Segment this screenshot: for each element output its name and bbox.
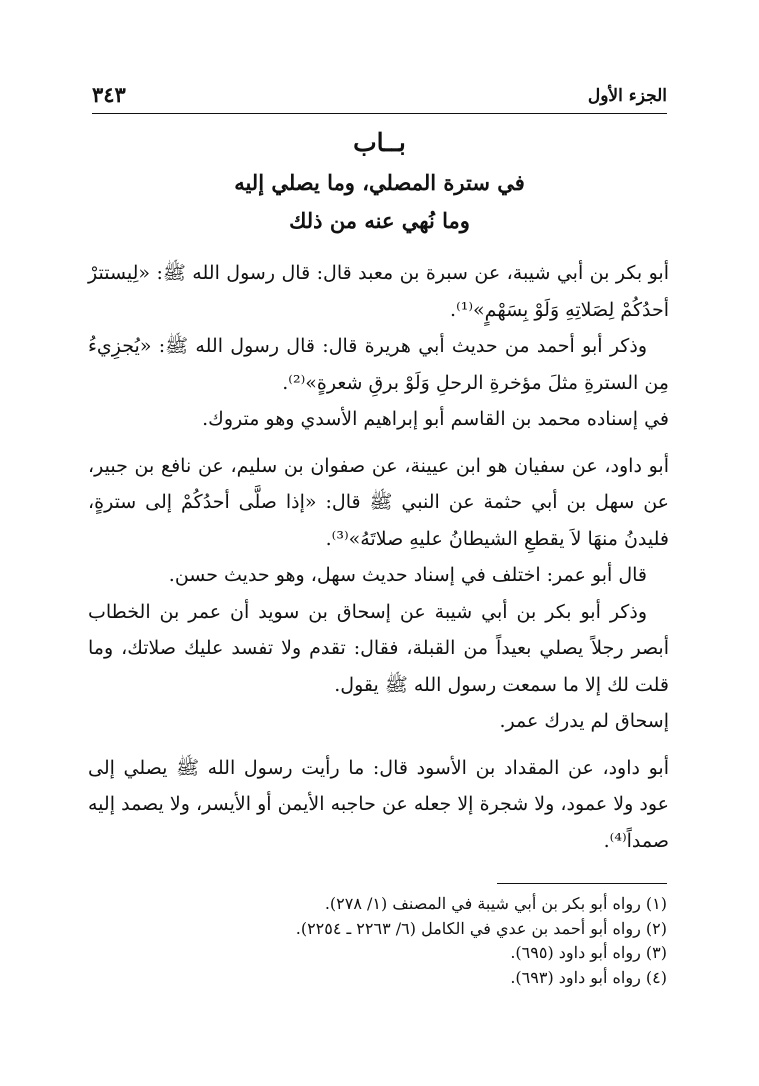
page-number: ٣٤٣	[92, 82, 126, 107]
paragraph-8: أبو داود، عن المقداد بن الأسود قال: ما رأيت رسول الله ﷺ يصلي إلى عود ولا عمود، ولا شجرة إلا جعله عن حاجبه الأيمن أو الأيسر، ولا يصمد إليه صمداً⁽⁴⁾.	[88, 756, 669, 852]
paragraph-4: أبو داود، عن سفيان هو ابن عيينة، عن صفوان بن سليم، عن نافع بن جبير، عن سهل بن أبي حثمة عن النبي ﷺ قال: «إذا صلَّى أحدُكُمْ إلى سترةٍ، فليدنُ منهَا لاَ يقطعِ الشيطانُ عليهِ صلاتَهُ»⁽³⁾.	[88, 454, 669, 550]
footnote-2: (٢) رواه أبو أحمد بن عدي في الكامل (٦/ ٢٢٦٣ ـ ٢٢٥٤).	[295, 918, 667, 938]
chapter-subtitle-2: وما نُهي عنه من ذلك	[289, 208, 470, 233]
paragraph-6: وذكر أبو بكر بن أبي شيبة عن إسحاق بن سويد أن عمر بن الخطاب أبصر رجلاً يصلي بعيداً من القبلة، فقال: تقدم ولا تفسد عليك صلاتك، وما قلت لك إلا ما سمعت رسول الله ﷺ يقول.	[88, 600, 669, 696]
chapter-title: بــاب	[353, 128, 406, 157]
footnote-divider	[497, 883, 667, 884]
paragraph-1: أبو بكر بن أبي شيبة، عن سبرة بن معبد قال: قال رسول الله ﷺ: «لِيستترْ أحدُكُمْ لِصَلاتِهِ وَلَوْ بِسَهْمٍ»⁽¹⁾.	[88, 262, 669, 321]
paragraph-3: في إسناده محمد بن القاسم أبو إبراهيم الأسدي وهو متروك.	[202, 408, 669, 430]
chapter-heading	[92, 122, 667, 240]
paragraph-5: قال أبو عمر: اختلف في إسناد حديث سهل، وهو حديث حسن.	[168, 564, 647, 586]
footnotes	[92, 892, 667, 990]
body-text	[88, 255, 669, 859]
footnote-4: (٤) رواه أبو داود (٦٩٣).	[510, 967, 667, 987]
paragraph-7: إسحاق لم يدرك عمر.	[499, 710, 669, 732]
footnote-1: (١) رواه أبو بكر بن أبي شيبة في المصنف (١/ ٢٧٨).	[324, 894, 667, 913]
header-divider	[92, 113, 667, 114]
footnote-3: (٣) رواه أبو داود (٦٩٥).	[510, 943, 667, 962]
chapter-subtitle-1: في سترة المصلي، وما يصلي إليه	[234, 170, 525, 195]
paragraph-2: وذكر أبو أحمد من حديث أبي هريرة قال: قال رسول الله ﷺ: «يُجزِيءُ مِن السترةِ مثلَ مؤخرةِ الرحلِ وَلَوْ برقِ شعرةٍ»⁽²⁾.	[88, 335, 669, 394]
running-header-part: الجزء الأول	[587, 86, 667, 106]
